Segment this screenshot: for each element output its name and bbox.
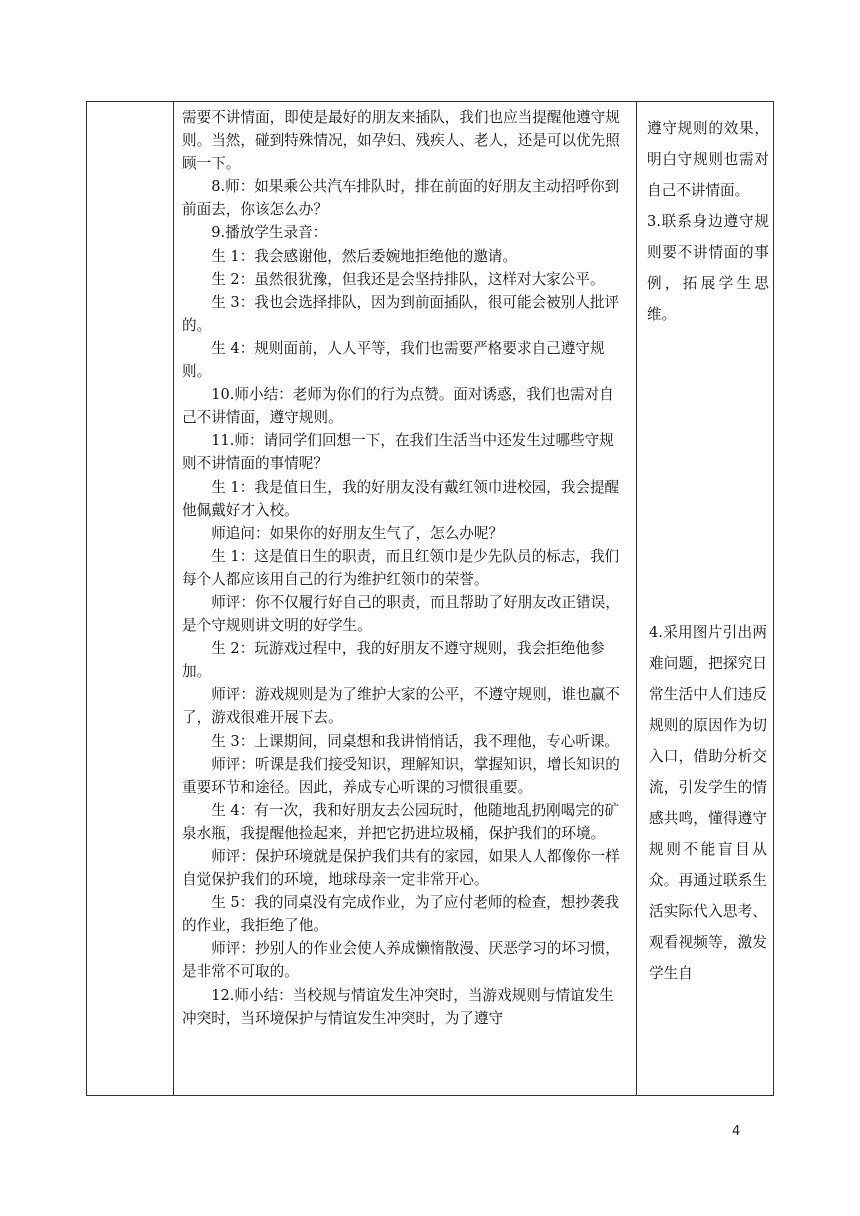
process-paragraph: 生 2：虽然很犹豫，但我还是会坚持排队，这样对大家公平。 <box>211 270 605 288</box>
process-paragraph: 生 1：我是值日生，我的好朋友没有戴红领巾进校园，我会提醒他佩戴好才入校。 <box>182 478 620 519</box>
stage-column-cell <box>87 102 174 1096</box>
process-paragraph: 生 4：规则面前，人人平等，我们也需要严格要求自己遵守规则。 <box>182 339 605 381</box>
design-note-paragraph: 4.采用图片引出两难问题，把探究日常生活中人们违反规则的原因作为切入口，借助分析交流，引发学生的情感共鸣，懂得遵守规则不能盲目从众。再通过联系生活实际代入思考、观看视频等，激发学生自 <box>649 624 767 982</box>
process-paragraph: 师评：你不仅履行好自己的职责，而且帮助了好朋友改正错误，是个守规则讲文明的好学生。 <box>182 593 620 635</box>
process-paragraph: 需要不讲情面，即使是最好的朋友来插队，我们也应当提醒他遵守规则。当然，碰到特殊情况，如孕妇、残疾人、老人，还是可以优先照顾一下。 <box>182 109 620 173</box>
process-paragraph: 生 1：我会感谢他，然后委婉地拒绝他的邀请。 <box>211 247 517 265</box>
process-paragraph: 9.播放学生录音： <box>211 224 328 242</box>
design-intent-notes-bottom <box>649 617 767 989</box>
process-paragraph: 师追问：如果你的好朋友生气了，怎么办呢？ <box>211 524 504 542</box>
process-paragraph: 生 2：玩游戏过程中，我的好朋友不遵守规则，我会拒绝他参加。 <box>182 640 605 681</box>
process-paragraph: 10.师小结：老师为你们的行为点赞。面对诱惑，我们也需对自己不讲情面，遵守规则。 <box>182 386 614 427</box>
teaching-process-cell <box>174 102 637 1096</box>
process-paragraph: 生 4：有一次，我和好朋友去公园玩时，他随地乱扔刚喝完的矿泉水瓶，我提醒他捡起来，并把它扔进垃圾桶，保护我们的环境。 <box>182 801 620 842</box>
process-paragraph: 12.师小结：当校规与情谊发生冲突时，当游戏规则与情谊发生冲突时，当环境保护与情谊发生冲突时，为了遵守 <box>182 986 614 1027</box>
design-note-paragraph: 遵守规则的效果，明白守规则也需对自己不讲情面。 <box>647 120 769 199</box>
process-paragraph: 师评：保护环境就是保护我们共有的家园，如果人人都像你一样自觉保护我们的环境，地球母亲一定非常开心。 <box>182 848 620 889</box>
teaching-process-text <box>174 102 636 1030</box>
page-number: 4 <box>732 1124 741 1139</box>
process-paragraph: 生 5：我的同桌没有完成作业，为了应付老师的检查，想抄袭我的作业，我拒绝了他。 <box>182 894 620 935</box>
design-note-paragraph: 3.联系身边遵守规则要不讲情面的事例，拓展学生思维。 <box>647 213 769 323</box>
process-paragraph: 师评：抄别人的作业会使人养成懒惰散漫、厌恶学习的坏习惯，是非常不可取的。 <box>182 940 620 981</box>
process-paragraph: 生 3：上课期间，同桌想和我讲悄悄话，我不理他，专心听课。 <box>211 732 620 750</box>
process-paragraph: 生 1：这是值日生的职责，而且红领巾是少先队员的标志，我们每个人都应该用自己的行为维护红领巾的荣誉。 <box>182 547 620 588</box>
process-paragraph: 8.师：如果乘公共汽车排队时，排在前面的好朋友主动招呼你到前面去，你该怎么办？ <box>182 178 620 219</box>
process-paragraph: 师评：听课是我们接受知识，理解知识，掌握知识，增长知识的重要环节和途径。因此，养成专心听课的习惯很重要。 <box>182 755 620 796</box>
process-paragraph: 师评：游戏规则是为了维护大家的公平，不遵守规则，谁也赢不了，游戏很难开展下去。 <box>182 686 620 727</box>
process-paragraph: 生 3：我也会选择排队，因为到前面插队，很可能会被别人批评的。 <box>182 293 620 334</box>
process-paragraph: 11.师：请同学们回想一下，在我们生活当中还发生过哪些守规则不讲情面的事情呢？ <box>182 432 614 473</box>
design-intent-notes-top <box>637 113 773 330</box>
